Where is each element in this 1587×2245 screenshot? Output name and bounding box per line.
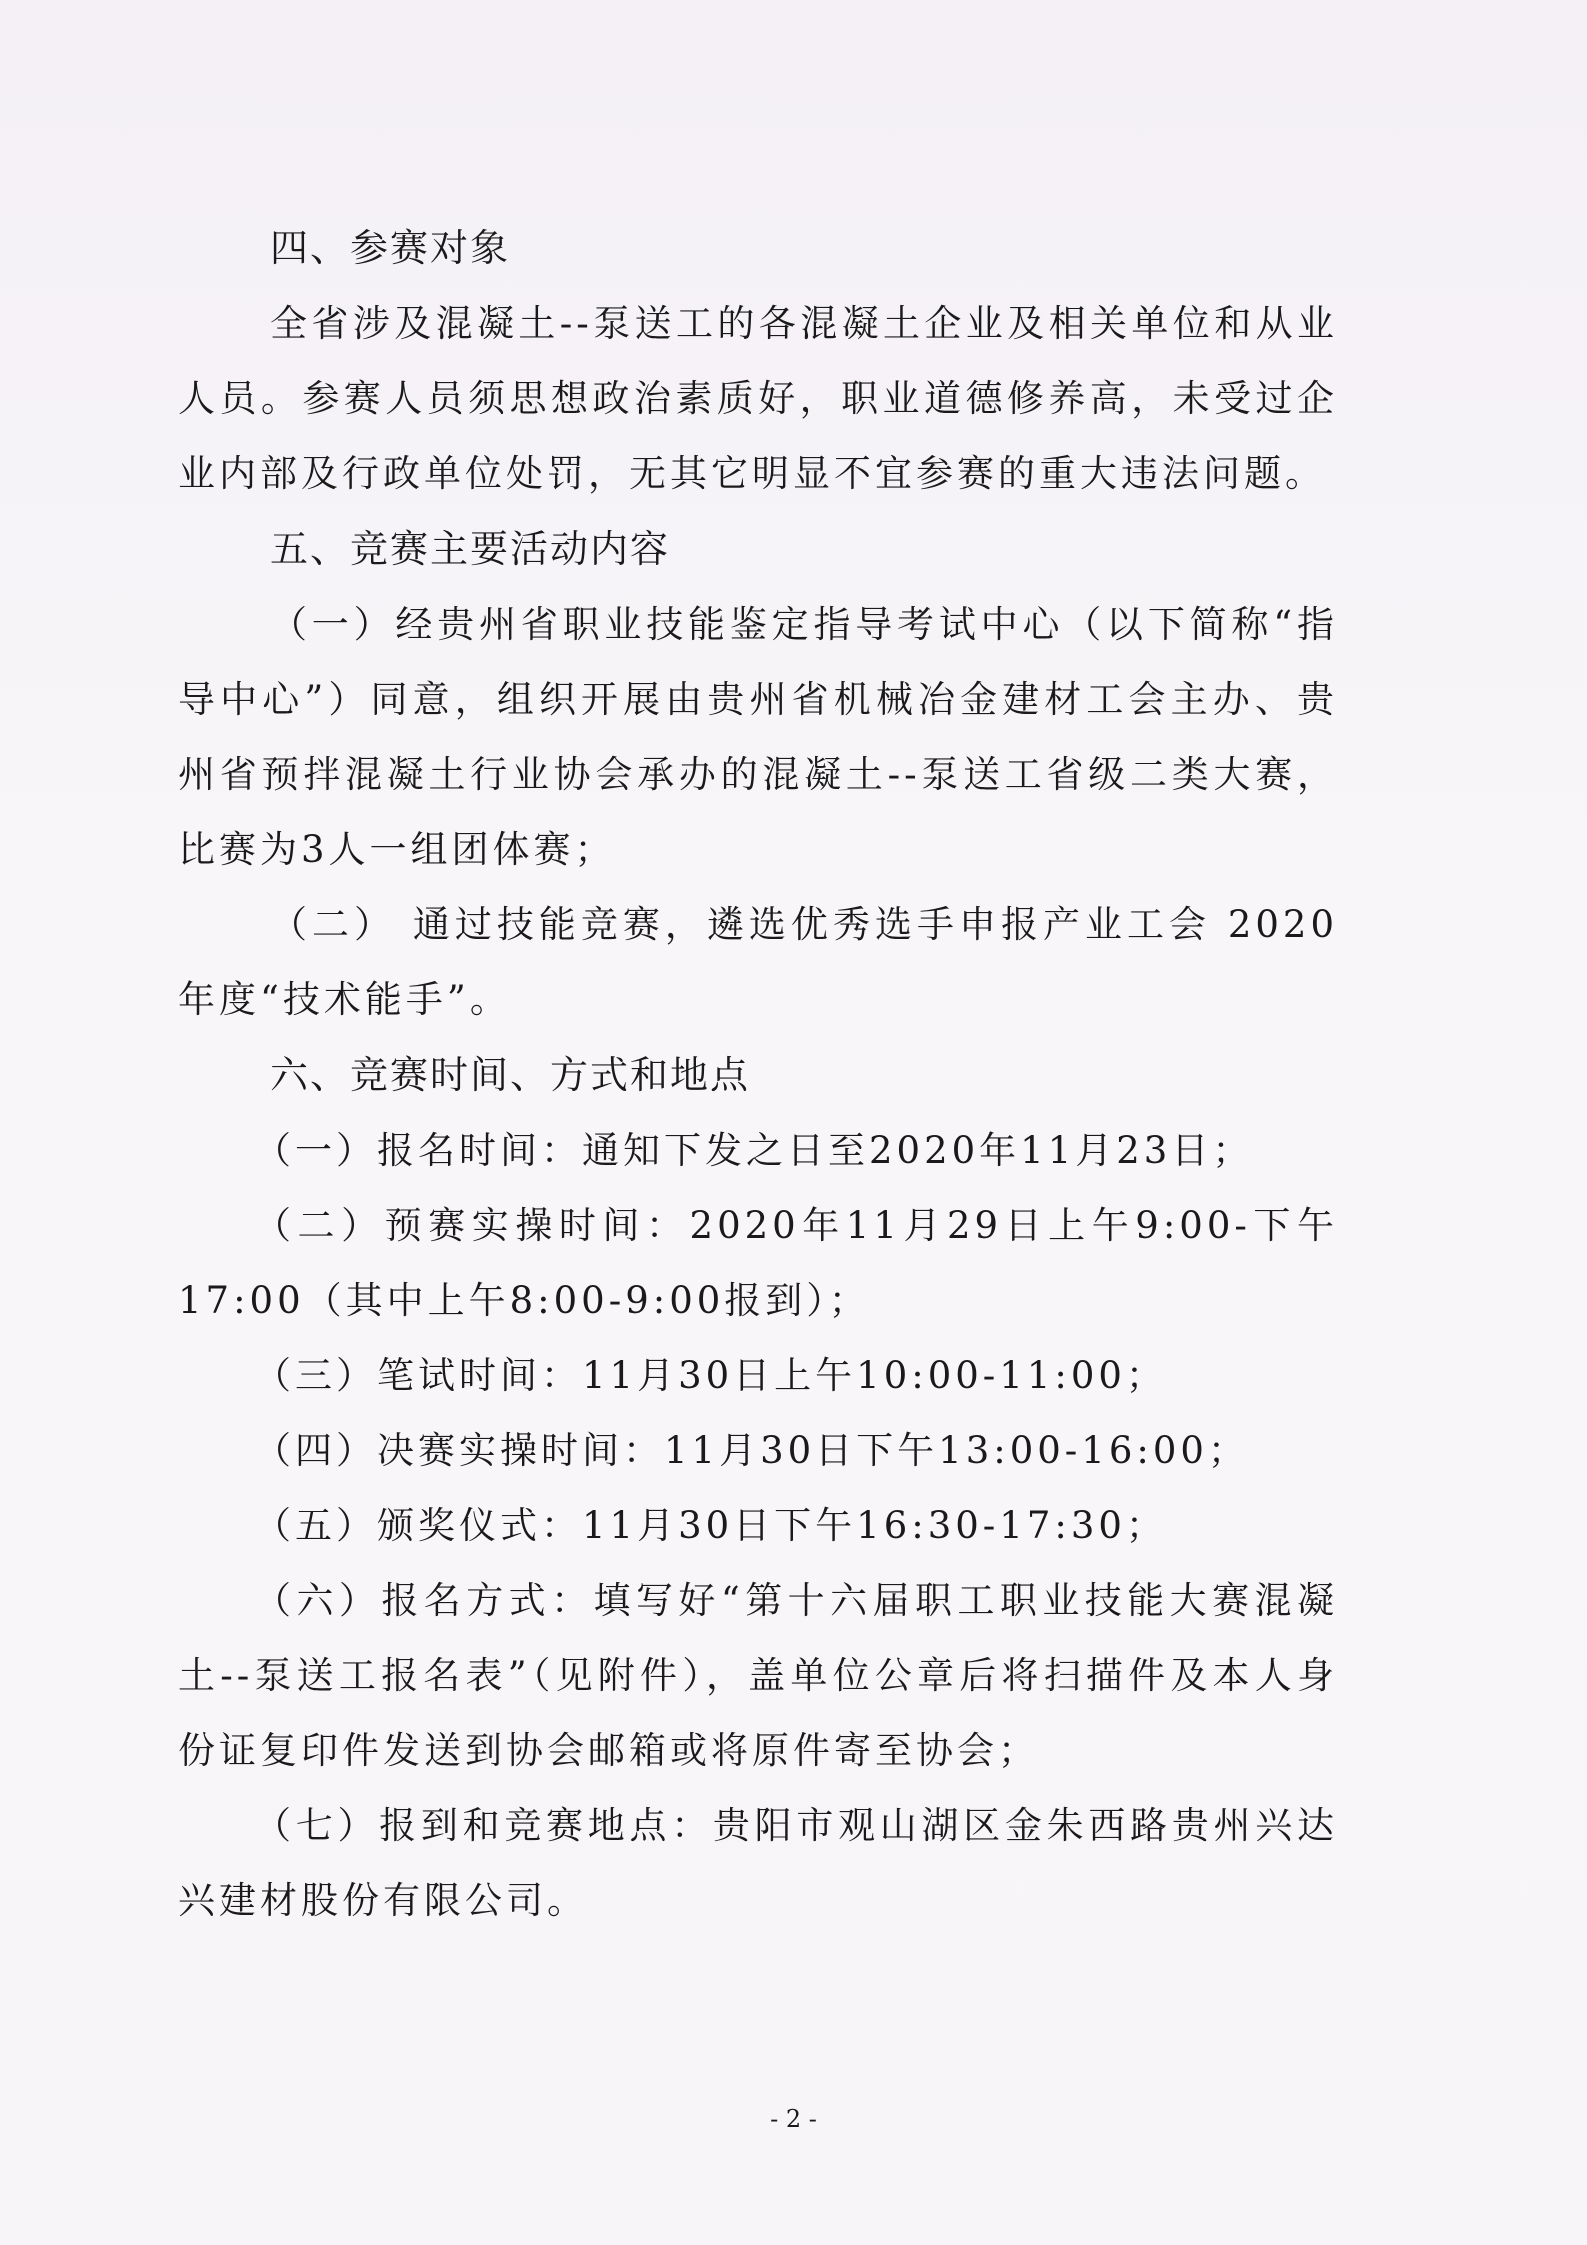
schedule-item-4: （四）决赛实操时间：11月30日下午13:00-16:00； xyxy=(254,1429,1249,1472)
document-body xyxy=(178,210,1338,1938)
section-heading-schedule: 六、竞赛时间、方式和地点 xyxy=(270,1053,751,1097)
participants-paragraph: 全省涉及混凝土--泵送工的各混凝土企业及相关单位和从业人员。参赛人员须思想政治素质好，职业道德修养高，未受过企业内部及行政单位处罚，无其它明显不宜参赛的重大违法问题。 xyxy=(178,302,1338,495)
schedule-item-5: （五）颁奖仪式：11月30日下午16:30-17:30； xyxy=(254,1504,1167,1547)
page-number: - 2 - xyxy=(770,2105,817,2133)
activities-item-1: （一）经贵州省职业技能鉴定指导考试中心（以下简称“指导中心”）同意，组织开展由贵州省机械冶金建材工会主办、贵州省预拌混凝土行业协会承办的混凝土--泵送工省级二类大赛，比赛为3人一组团体赛； xyxy=(178,603,1338,871)
section-heading-activities: 五、竞赛主要活动内容 xyxy=(270,527,671,571)
schedule-item-6: （六）报名方式：填写好“第十六届职工职业技能大赛混凝土--泵送工报名表”（见附件），盖单位公章后将扫描件及本人身份证复印件发送到协会邮箱或将原件寄至协会； xyxy=(178,1579,1338,1772)
schedule-item-3: （三）笔试时间：11月30日上午10:00-11:00； xyxy=(254,1354,1167,1397)
section-heading-participants: 四、参赛对象 xyxy=(270,226,511,270)
schedule-item-1: （一）报名时间：通知下发之日至2020年11月23日； xyxy=(254,1129,1254,1172)
schedule-item-2: （二）预赛实操时间：2020年11月29日上午9:00-下午17:00（其中上午8:00-9:00报到）； xyxy=(178,1204,1338,1322)
schedule-item-7: （七）报到和竞赛地点：贵阳市观山湖区金朱西路贵州兴达兴建材股份有限公司。 xyxy=(178,1804,1338,1922)
activities-item-2: （二） 通过技能竞赛，遴选优秀选手申报产业工会 2020年度“技术能手”。 xyxy=(178,903,1338,1021)
